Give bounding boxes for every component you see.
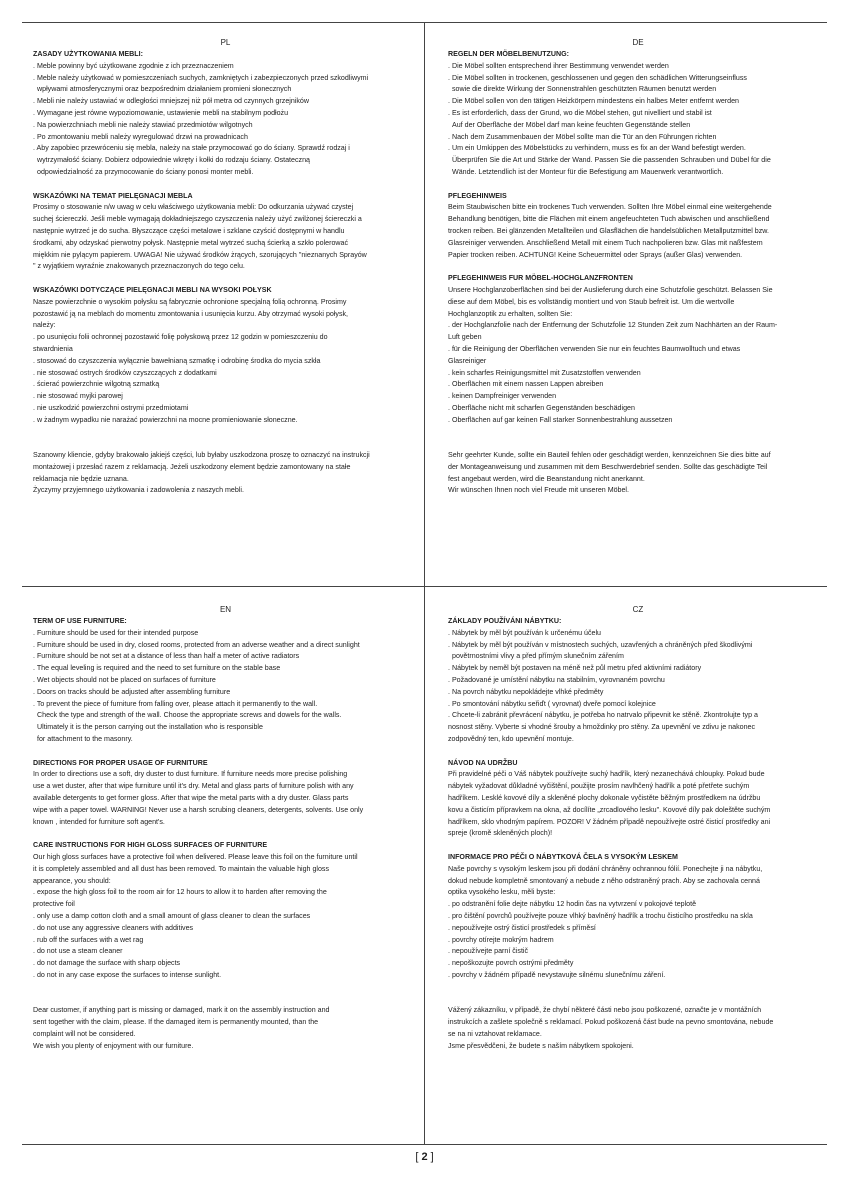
- usage-rules-line: . Meble powinny być użytkowane zgodnie z ich przeznaczeniem: [33, 61, 234, 70]
- care-directions-line: known , intended for furniture soft agent's.: [33, 817, 165, 826]
- closing-line: fest angebaut werden, wird die Beanstandung nicht anerkannt.: [448, 474, 645, 483]
- language-heading: EN: [219, 605, 232, 614]
- usage-rules-line: Wände. Letztendlich ist der Monteur für die Befestigung am Mauerwerk verantwortlich.: [452, 167, 724, 176]
- high-gloss-care-line: Nasze powierzchnie o wysokim połysku są fabrycznie ochronione specjalną folią ochronną. Prosimy: [33, 297, 347, 306]
- high-gloss-care-line: . po usunięciu folii ochronnej pozostawić folię połyskową przez 12 godzin w pomieszczeniu do: [33, 333, 328, 342]
- care-directions-line: hadříkem. Lesklé kovové díly a skleněné plochy dokonale vyčistěte běžným prostředkem na údržbu: [448, 793, 761, 802]
- care-directions-line: następnie wytrzeć je do sucha. Błyszczące części metalowe i szklane czyścić dostępnymi w handlu: [33, 226, 345, 235]
- care-directions-line: spreje (kromě skleněných ploch)!: [448, 829, 553, 838]
- closing-line: Sehr geehrter Kunde, sollte ein Bauteil fehlen oder geschädigt werden, kennzeichnen Sie dies bitte auf: [448, 451, 771, 460]
- usage-rules-title: TERM OF USE FURNITURE:: [33, 617, 127, 625]
- usage-rules-line: zodpovědný ten, kdo upevnění montuje.: [448, 734, 574, 743]
- high-gloss-care-line: optika vysokého lesku, měli byste:: [448, 888, 556, 897]
- care-directions-title: DIRECTIONS FOR PROPER USAGE OF FURNITURE: [33, 758, 208, 767]
- care-directions-title: NÁVOD NA UDRŽBU: [448, 758, 518, 767]
- high-gloss-care-line: Our high gloss surfaces have a protective foil when delivered. Please leave this foil on the furniture until: [33, 852, 358, 861]
- bottom-rule: [22, 1144, 827, 1145]
- usage-rules-line: . Furniture should be not set at a distance of less than half a meter of active radiators: [33, 652, 300, 661]
- section-de: [448, 36, 828, 497]
- high-gloss-care-line: . do not in any case expose the surfaces to intense sunlight.: [33, 970, 222, 979]
- care-directions-line: hadříkem, sklo vhodným papírem. POZOR! V žádném případě nepoužívejte ostré čisticí prostředky ani: [448, 817, 771, 826]
- high-gloss-care-line: pozostawić ją na meblach do momentu zmontowania i usunięcia kurzu. Aby otrzymać wysoki połysk,: [33, 309, 349, 318]
- closing-line: se na ni vztahovat reklamace.: [448, 1029, 542, 1038]
- usage-rules-line: . Um ein Umkippen des Möbelstücks zu verhindern, muss es fix an der Wand befestigt werden.: [448, 144, 746, 153]
- usage-rules-line: . Nach dem Zusammenbauen der Möbel sollte man die Tür an den Führungen richten: [448, 132, 717, 141]
- care-directions-line: nábytek vyžadovat důkladné vyčištění, použijte prosím navlhčený hadřík a poté přetřete suchým: [448, 782, 750, 791]
- high-gloss-care-line: . do not damage the surface with sharp objects: [33, 959, 181, 968]
- usage-rules-line: . Na powierzchniach mebli nie należy stawiać przedmiotów wilgotnych: [33, 120, 253, 129]
- care-directions-line: miękkim nie pylącym papierem. UWAGA! Nie używać środków żrących, szorujących "nieznanych Sprayów: [33, 250, 367, 259]
- usage-rules-line: . Wymagane jest równe wypoziomowanie, ustawienie mebli na stabilnym podłożu: [33, 108, 289, 117]
- high-gloss-care-line: . der Hochglanzfolie nach der Entfernung der Schutzfolie 12 Stunden Zeit zum Nachhärten an der Raum-: [448, 321, 778, 330]
- closing-line: Vážený zákazníku, v případě, že chybí některé části nebo jsou poškozené, označte je v montážních: [448, 1006, 762, 1015]
- high-gloss-care-line: . pro čištění povrchů používejte pouze vlhký bavlněný hadřík a trochu čisticího prostředku na skla: [448, 911, 753, 920]
- usage-rules-line: . Furniture should be used for their intended purpose: [33, 628, 199, 637]
- care-directions-line: Glasreiniger verwenden. Anschließend Metall mit einem Tuch nachpolieren bzw. Glas mit naßfestem: [448, 238, 763, 247]
- high-gloss-care-line: stwardnienia: [33, 344, 73, 353]
- care-directions-line: Behandlung benötigen, bitte die Flächen mit einem angefeuchteten Tuch abwischen und anschließend: [448, 215, 770, 224]
- usage-rules-line: . Wet objects should not be placed on surfaces of furniture: [33, 675, 216, 684]
- page-number-value: 2: [421, 1151, 428, 1163]
- usage-rules-line: . Nábytek by neměl být postaven na méně než půl metru před aktivními radiátory: [448, 664, 702, 673]
- high-gloss-care-line: diese auf dem Möbel, bis es vollständig montiert und von Staub befreit ist. Um die wertvolle: [448, 297, 735, 306]
- spacer: [448, 261, 828, 273]
- high-gloss-care-line: . nepoužívejte parní čistič: [448, 947, 529, 956]
- usage-rules-line: . Furniture should be used in dry, closed rooms, protected from an adverse weather and a direct sunlight: [33, 640, 360, 649]
- closing-line: We wish you plenty of enjoyment with our furniture.: [33, 1041, 194, 1050]
- usage-rules-line: Auf der Oberfläche der Möbel darf man keine feuchten Gegenstände stellen: [452, 120, 691, 129]
- usage-rules-line: . The equal leveling is required and the need to set furniture on the stable base: [33, 664, 281, 673]
- usage-rules-line: . Chcete-li zabránit převrácení nábytku, je potřeba ho natrvalo připevnit ke stěně. Zkontrolujte typ a: [448, 711, 758, 720]
- closing-line: sent together with the claim, please. If the damaged item is permanently mounted, than the: [33, 1018, 319, 1027]
- spacer: [33, 746, 418, 758]
- spacer: [448, 179, 828, 191]
- usage-rules-line: Check the type and strength of the wall. Choose the appropriate screws and dowels for the walls.: [37, 711, 342, 720]
- high-gloss-care-line: . stosować do czyszczenia wyłącznie bawełnianą szmatkę i odrobinę środka do mycia szkła: [33, 356, 321, 365]
- high-gloss-care-line: Glasreiniger: [448, 356, 487, 365]
- high-gloss-care-line: . w żadnym wypadku nie narażać powierzchni na mocne promieniowanie słoneczne.: [33, 415, 298, 424]
- section-pl: [33, 36, 418, 497]
- high-gloss-care-line: it is completely assembled and all dust has been removed. To maintain the valuable high gloss: [33, 864, 330, 873]
- section-en: [33, 603, 418, 1052]
- care-directions-line: available detergents to get former gloss. After that wipe the metal parts with a dry duster. Glass parts: [33, 793, 349, 802]
- closing-line: Jsme přesvědčeni, že budete s naším nábytkem spokojeni.: [448, 1041, 634, 1050]
- high-gloss-care-line: Naše povrchy s vysokým leskem jsou při dodání chráněny ochrannou fólií. Ponechejte ji na nábytku,: [448, 864, 763, 873]
- high-gloss-care-line: . keinen Dampfreiniger verwenden: [448, 392, 557, 401]
- care-directions-line: środkami, aby odzyskać pierwotny połysk. Następnie metal wytrzeć suchą ścierką a szkło polerować: [33, 238, 349, 247]
- usage-rules-line: wytrzymałość ściany. Dobierz odpowiednie wkręty i kołki do rodzaju ściany. Ostateczną: [37, 156, 310, 165]
- high-gloss-care-line: . nie stosować ostrych środków czyszczących z dodatkami: [33, 368, 217, 377]
- care-directions-line: Prosimy o stosowanie n/w uwag w celu właściwego użytkowania mebli: Do odkurzania używać czystej: [33, 203, 354, 212]
- closing-line: Dear customer, if anything part is missing or damaged, mark it on the assembly instruction and: [33, 1006, 330, 1015]
- care-directions-title: WSKAZÓWKI NA TEMAT PIELĘGNACJI MEBLA: [33, 191, 193, 200]
- usage-rules-title: ZASADY UŻYTKOWANIA MEBLI:: [33, 50, 143, 58]
- high-gloss-care-line: Unsere Hochglanzoberflächen sind bei der Auslieferung durch eine Schutzfolie geschützt. Belassen Sie: [448, 285, 773, 294]
- usage-rules-line: . Die Möbel sollten in trockenen, geschlossenen und gegen den schädlichen Witterungseinfluss: [448, 73, 747, 82]
- care-directions-line: suchej ściereczki. Jeśli meble wymagają dokładniejszego czyszczenia należy użyć zwilżonej ściereczki a: [33, 215, 362, 224]
- usage-rules-line: . Die Möbel sollten entsprechend ihrer Bestimmung verwendet werden: [448, 61, 669, 70]
- closing-line: der Montageanweisung und zusammen mit dem Beschwerdebrief senden. Sollte das geschädigte Teil: [448, 462, 768, 471]
- usage-rules-line: sowie die direkte Wirkung der Sonnenstrahlen geschützten Räumen benutzt werden: [452, 85, 717, 94]
- usage-rules-line: . Nábytek by měl být používán v místnostech suchých, uzavřených a chráněných před škodlivými: [448, 640, 753, 649]
- usage-rules-line: . Po zmontowaniu mebli należy wyregulować drzwi na prowadnicach: [33, 132, 248, 141]
- usage-rules-line: wpływami atmosferycznymi oraz bezpośrednim działaniem promieni słonecznych: [37, 85, 292, 94]
- care-directions-line: Při pravidelné péči o Váš nábytek používejte suchý hadřík, který nezanechává chloupky. Pokud bude: [448, 770, 765, 779]
- high-gloss-care-line: . do not use any aggressive cleaners with additives: [33, 923, 194, 932]
- spacer: [33, 828, 418, 840]
- page-number: [ 2 ]: [415, 1151, 434, 1163]
- high-gloss-care-title: INFORMACE PRO PÉČI O NÁBYTKOVÁ ČELA S VYSOKÝM LESKEM: [448, 852, 678, 861]
- spacer: [448, 746, 828, 758]
- spacer: [33, 179, 418, 191]
- high-gloss-care-line: . Oberfläche nicht mit scharfen Gegenständen beschädigen: [448, 403, 635, 412]
- usage-rules-line: Überprüfen Sie die Art und Stärke der Wand. Passen Sie die passenden Schrauben und Dübel für die: [452, 156, 771, 165]
- usage-rules-line: . Aby zapobiec przewróceniu się mebla, należy na stałe przymocować go do ściany. Sprawdź rodzaj i: [33, 144, 350, 153]
- usage-rules-line: . Po smontování nábytku seřiďt ( vyrovnat) dveře pomocí kolejnice: [448, 699, 656, 708]
- spacer: [448, 427, 828, 439]
- closing-line: complaint will not be considered.: [33, 1029, 136, 1038]
- high-gloss-care-line: . Oberflächen mit einem nassen Lappen abreiben: [448, 380, 604, 389]
- high-gloss-care-line: . povrchy otírejte mokrým hadrem: [448, 935, 554, 944]
- high-gloss-care-line: . nepoškozujte povrch ostrými předměty: [448, 959, 574, 968]
- high-gloss-care-line: . nie stosować myjki parowej: [33, 392, 123, 401]
- high-gloss-care-line: . do not use a steam cleaner: [33, 947, 123, 956]
- usage-rules-line: nosnost stěny. Vyberte si vhodné šrouby a hmoždinky pro stěny. Za upevnění ve zdivu je nakonec: [448, 723, 756, 732]
- high-gloss-care-title: CARE INSTRUCTIONS FOR HIGH GLOSS SURFACES OF FURNITURE: [33, 841, 268, 850]
- usage-rules-line: . Mebli nie należy ustawiać w odległości mniejszej niż pół metra od czynnych grzejników: [33, 97, 309, 106]
- spacer: [448, 994, 828, 1006]
- spacer: [448, 982, 828, 994]
- care-directions-title: PFLEGEHINWEIS: [448, 191, 507, 200]
- high-gloss-care-line: . Oberflächen auf gar keinen Fall starker Sonnenbestrahlung aussetzen: [448, 415, 673, 424]
- high-gloss-care-title: WSKAZÓWKI DOTYCZĄCE PIELĘGNACJI MEBLI NA WYSOKI POŁYSK: [33, 285, 272, 294]
- usage-rules-title: ZÁKLADY POUŽÍVÁNI NÁBYTKU:: [448, 617, 562, 625]
- usage-rules-line: . Na povrch nábytku nepokládejte vlhké předměty: [448, 687, 604, 696]
- usage-rules-line: . Es ist erforderlich, dass der Grund, wo die Möbel stehen, gut nivelliert und stabil ist: [448, 108, 712, 117]
- high-gloss-care-line: dokud nebude kompletně smontovaný a nebude z něho odstraněný prach. Aby se zachovala cenná: [448, 876, 760, 885]
- usage-rules-line: . Die Möbel sollen von den tätigen Heizkörpern mindestens ein halbes Meter entfernt werden: [448, 97, 740, 106]
- usage-rules-line: povětrnostními vlivy a před přímým slunečním zářením: [452, 652, 624, 661]
- high-gloss-care-title: PFLEGEHINWEIS FUR MÖBEL-HOCHGLANZFRONTEN: [448, 274, 633, 283]
- high-gloss-care-line: . rub off the surfaces with a wet rag: [33, 935, 144, 944]
- usage-rules-line: odpowiedzialność za przymocowanie do ściany ponosi monter mebli.: [37, 167, 254, 176]
- high-gloss-care-line: . expose the high gloss foil to the room air for 12 hours to allow it to harden after removing the: [33, 888, 327, 897]
- closing-line: reklamacja nie będzie uznana.: [33, 474, 129, 483]
- spacer: [33, 273, 418, 285]
- vertical-rule: [424, 22, 425, 1144]
- care-directions-line: " z wyjątkiem wyraźnie znakowanych przeznaczonych do tego celu.: [33, 262, 245, 271]
- closing-line: Wir wünschen Ihnen noch viel Freude mit unseren Möbel.: [448, 486, 629, 495]
- care-directions-line: use a wet duster, after that wipe furniture until it's dry. Metal and glass parts of furniture polish with any: [33, 782, 354, 791]
- usage-rules-line: . Požadované je umístění nábytku na stabilním, vyrovnaném povrchu: [448, 675, 665, 684]
- high-gloss-care-line: . für die Reinigung der Oberflächen verwenden Sie nur ein feuchtes Baumwolltuch und etwas: [448, 344, 741, 353]
- care-directions-line: In order to directions use a soft, dry duster to dust furniture. If furniture needs more precise polishing: [33, 770, 348, 779]
- high-gloss-care-line: protective foil: [33, 900, 75, 909]
- high-gloss-care-line: Luft geben: [448, 333, 482, 342]
- language-heading: CZ: [632, 605, 644, 614]
- high-gloss-care-line: . kein scharfes Reinigungsmittel mit Zusatzstoffen verwenden: [448, 368, 641, 377]
- spacer: [33, 438, 418, 450]
- language-heading: PL: [220, 38, 231, 47]
- closing-line: Życzymy przyjemnego użytkowania i zadowolenia z naszych mebli.: [33, 486, 244, 495]
- high-gloss-care-line: appearance, you should:: [33, 876, 111, 885]
- care-directions-line: trocken reiben. Bei glänzenden Metallteilen und Glasflächen die handelsüblichen Metallputzmittel bzw.: [448, 226, 769, 235]
- care-directions-line: wipe with a paper towel. WARNING! Never use a harsh scrubing cleaners, detergents, solvents. Use only: [33, 805, 364, 814]
- high-gloss-care-line: . ścierać powierzchnie wilgotną szmatką: [33, 380, 160, 389]
- high-gloss-care-line: . nie uszkodzić powierzchni ostrymi przedmiotami: [33, 403, 189, 412]
- high-gloss-care-line: należy:: [33, 321, 56, 330]
- usage-rules-line: Ultimately it is the person carrying out the installation who is responsible: [37, 723, 263, 732]
- usage-rules-line: . Nábytek by měl být používán k určenému účelu: [448, 628, 601, 637]
- usage-rules-line: for attachment to the masonry.: [37, 734, 133, 743]
- closing-line: Szanowny kliencie, gdyby brakowało jakiejś części, lub byłaby uszkodzona proszę to oznaczyć na instrukcji: [33, 451, 370, 460]
- care-directions-line: Beim Staubwischen bitte ein trockenes Tuch verwenden. Sollten Ihre Möbel einmal eine weitergehende: [448, 203, 772, 212]
- usage-rules-title: REGELN DER MÖBELBENUTZUNG:: [448, 50, 569, 58]
- closing-line: instrukcích a zašlete společně s reklamací. Pokud poškozená část bude na pevno smontována, nebude: [448, 1018, 774, 1027]
- language-heading: DE: [632, 38, 644, 47]
- spacer: [448, 840, 828, 852]
- spacer: [33, 982, 418, 994]
- spacer: [33, 427, 418, 439]
- spacer: [448, 438, 828, 450]
- high-gloss-care-line: . only use a damp cotton cloth and a small amount of glass cleaner to clean the surfaces: [33, 911, 311, 920]
- high-gloss-care-line: . po odstranění folie dejte nábytku 12 hodin čas na vytvrzení v pokojové teplotě: [448, 900, 697, 909]
- usage-rules-line: . Doors on tracks should be adjusted after assembling furniture: [33, 687, 231, 696]
- spacer: [33, 994, 418, 1006]
- usage-rules-line: . To prevent the piece of furniture from falling over, please attach it permanently to the wall.: [33, 699, 318, 708]
- care-directions-line: Papier trocken reiben. ACHTUNG! Keine Scheuermittel oder Sprays (außer Glas) verwenden.: [448, 250, 743, 259]
- care-directions-line: kovu a čisticím přípravkem na okna, až docílíte „zrcadlového lesku". Kovové díly pak doleštěte suchým: [448, 805, 771, 814]
- high-gloss-care-line: . povrchy v žádném případě nevystavujte silnému slunečnímu záření.: [448, 970, 666, 979]
- closing-line: montażowej i przesłać razem z reklamacją. Jeżeli uszkodzony element będzie zamontowany na stałe: [33, 462, 351, 471]
- high-gloss-care-line: Hochglanzoptik zu erhalten, sollten Sie:: [448, 309, 573, 318]
- high-gloss-care-line: . nepoužívejte ostrý čisticí prostředek s příměsí: [448, 923, 596, 932]
- section-cz: [448, 603, 828, 1052]
- usage-rules-line: . Meble należy użytkować w pomieszczeniach suchych, zamkniętych i zabezpieczonych przed szkodliwymi: [33, 73, 369, 82]
